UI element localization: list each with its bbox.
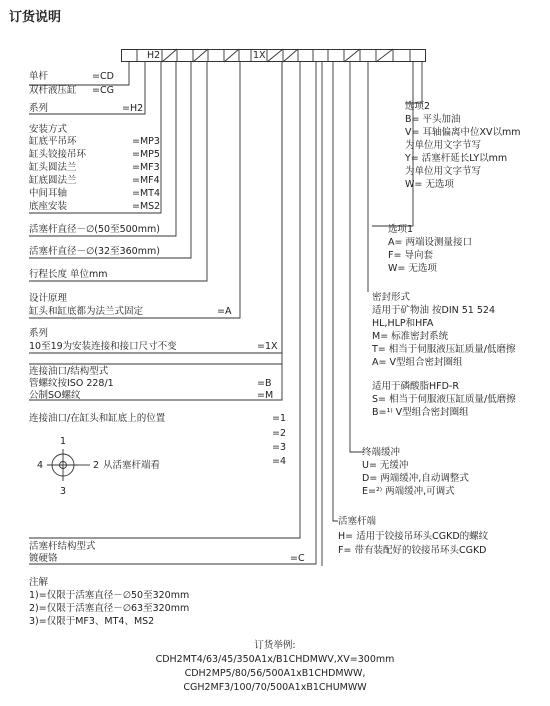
design-code: =A xyxy=(217,306,232,317)
port-diagram-label-right: 2 xyxy=(93,460,100,471)
port-name: 管螺纹按ISO 228/1 xyxy=(29,378,114,389)
cushion-line: U= 无缓冲 xyxy=(362,460,409,471)
port-code: =M xyxy=(257,390,274,401)
seal-line: S= 相当于伺服液压缸质量/低磨擦 xyxy=(372,394,516,405)
port-code: =B xyxy=(257,378,272,389)
seal-line: M= 标准密封系统 xyxy=(372,331,449,342)
page-title: 订货说明 xyxy=(9,10,62,25)
mounting-code: =MS2 xyxy=(132,201,161,212)
seal-line: HL,HLP和HFA xyxy=(372,318,434,329)
rod-diameter: 活塞杆直径－∅(32至360mm) xyxy=(29,246,160,257)
seal-line: T= 相当于伺服液压缸质量/低磨擦 xyxy=(372,344,516,355)
mounting-name: 缸头圆法兰 xyxy=(29,162,77,173)
option2-line: B= 平头加油 xyxy=(405,114,461,125)
port-diagram-label-top: 1 xyxy=(60,436,67,447)
option1-line: F= 导向套 xyxy=(388,250,433,261)
mounting-title: 安装方式 xyxy=(29,124,68,135)
cushion-line: E=²⁾ 两端缓冲,可调式 xyxy=(362,486,455,497)
series-title: 系列 xyxy=(29,328,49,339)
rod-end-title: 活塞杆端 xyxy=(338,516,377,527)
port-title: 连接油口/结构型式 xyxy=(29,366,109,377)
mounting-code: =MP5 xyxy=(132,149,160,160)
mounting-name: 底座安装 xyxy=(29,201,68,212)
option1-title: 选项1 xyxy=(388,224,414,235)
rod-single-name: 单杆 xyxy=(29,71,49,82)
example-line: CGH2MF3/100/70/500A1xB1CHUMWW xyxy=(183,682,367,693)
series-h2-name: 系列 xyxy=(29,103,49,114)
port-diagram-label-left: 4 xyxy=(37,460,44,471)
note-item: 1)=仅限于活塞直径－∅50至320mm xyxy=(29,590,190,601)
rod-double-name: 双杆液压缸 xyxy=(29,85,77,96)
port-position-code: =1 xyxy=(272,413,287,424)
series-code: =1X xyxy=(257,341,278,352)
rod-end-line: F= 带有装配好的铰接吊环头CGKD xyxy=(338,545,487,556)
example-line: CDH2MT4/63/45/350A1x/B1CHDMWV,XV=300mm xyxy=(155,654,395,665)
seal-line: A= V型组合密封圈组 xyxy=(372,357,463,368)
seal-line: 适用于矿物油 按DIN 51 524 xyxy=(372,305,496,316)
option2-line: Y= 活塞杆延长LY以mm xyxy=(405,153,508,164)
port-position-title: 连接油口/在缸头和缸底上的位置 xyxy=(29,413,166,424)
option2-title: 选项2 xyxy=(405,101,431,112)
rod-structure-title: 活塞杆结构型式 xyxy=(29,541,96,552)
series-desc: 10至19为安装连接和接口尺寸不变 xyxy=(29,341,177,352)
rod-double-code: =CG xyxy=(92,85,114,96)
piston-diameter: 活塞杆直径－∅(50至500mm) xyxy=(29,224,160,235)
cushion-title: 终端缓冲 xyxy=(362,447,401,458)
option2-line: W= 无选项 xyxy=(405,179,454,190)
port-position-code: =3 xyxy=(272,442,287,453)
stroke-length: 行程长度 单位mm xyxy=(29,269,108,280)
examples-title: 订货举例: xyxy=(254,640,296,651)
code-box-h2: H2 xyxy=(147,50,161,61)
option2-line: 为单位用文字节写 xyxy=(405,140,482,151)
option2-line: 为单位用文字节写 xyxy=(405,166,482,177)
mounting-code: =MP3 xyxy=(132,136,160,147)
port-position-code: =2 xyxy=(272,428,287,439)
example-line: CDH2MP5/80/56/500A1xB1CHDMWW, xyxy=(184,668,366,679)
code-box-series: 1X xyxy=(253,50,266,61)
mounting-name: 缸底圆法兰 xyxy=(29,175,77,186)
mounting-name: 缸底平吊环 xyxy=(29,136,77,147)
port-diagram-label-bottom: 3 xyxy=(60,486,67,497)
port-view-label: 从活塞杆端看 xyxy=(103,460,161,471)
design-desc: 缸头和缸底都为法兰式固定 xyxy=(29,306,144,317)
rod-single-code: =CD xyxy=(92,71,114,82)
port-name: 公制SO螺纹 xyxy=(29,390,81,401)
note-item: 3)=仅限于MF3、MT4、MS2 xyxy=(29,616,155,627)
mounting-code: =MT4 xyxy=(132,188,161,199)
seal-title: 密封形式 xyxy=(372,292,411,303)
rod-end-line: H= 适用于铰接吊环头CGKD的螺纹 xyxy=(338,531,489,542)
notes-title: 注解 xyxy=(29,577,49,588)
mounting-name: 中间耳轴 xyxy=(29,188,68,199)
seal-line: 适用于磷酸脂HFD-R xyxy=(372,381,459,392)
cushion-line: D= 两端缓冲,自动调整式 xyxy=(362,473,469,484)
port-position-code: =4 xyxy=(272,456,287,467)
mounting-code: =MF3 xyxy=(132,162,160,173)
seal-line: B=¹⁾ V型组合密封圈组 xyxy=(372,407,469,418)
option1-line: A= 两端设测量接口 xyxy=(388,237,472,248)
rod-structure-desc: 镀硬铬 xyxy=(29,553,58,564)
series-h2-code: =H2 xyxy=(122,103,144,114)
design-title: 设计原理 xyxy=(29,293,68,304)
option1-line: W= 无选项 xyxy=(388,263,437,274)
rod-structure-code: =C xyxy=(290,553,305,564)
note-item: 2)=仅限于活塞直径－∅63至320mm xyxy=(29,603,190,614)
mounting-name: 缸头铰接吊环 xyxy=(29,149,87,160)
option2-line: V= 耳轴偏离中位XV以mm xyxy=(405,127,521,138)
mounting-code: =MF4 xyxy=(132,175,160,186)
